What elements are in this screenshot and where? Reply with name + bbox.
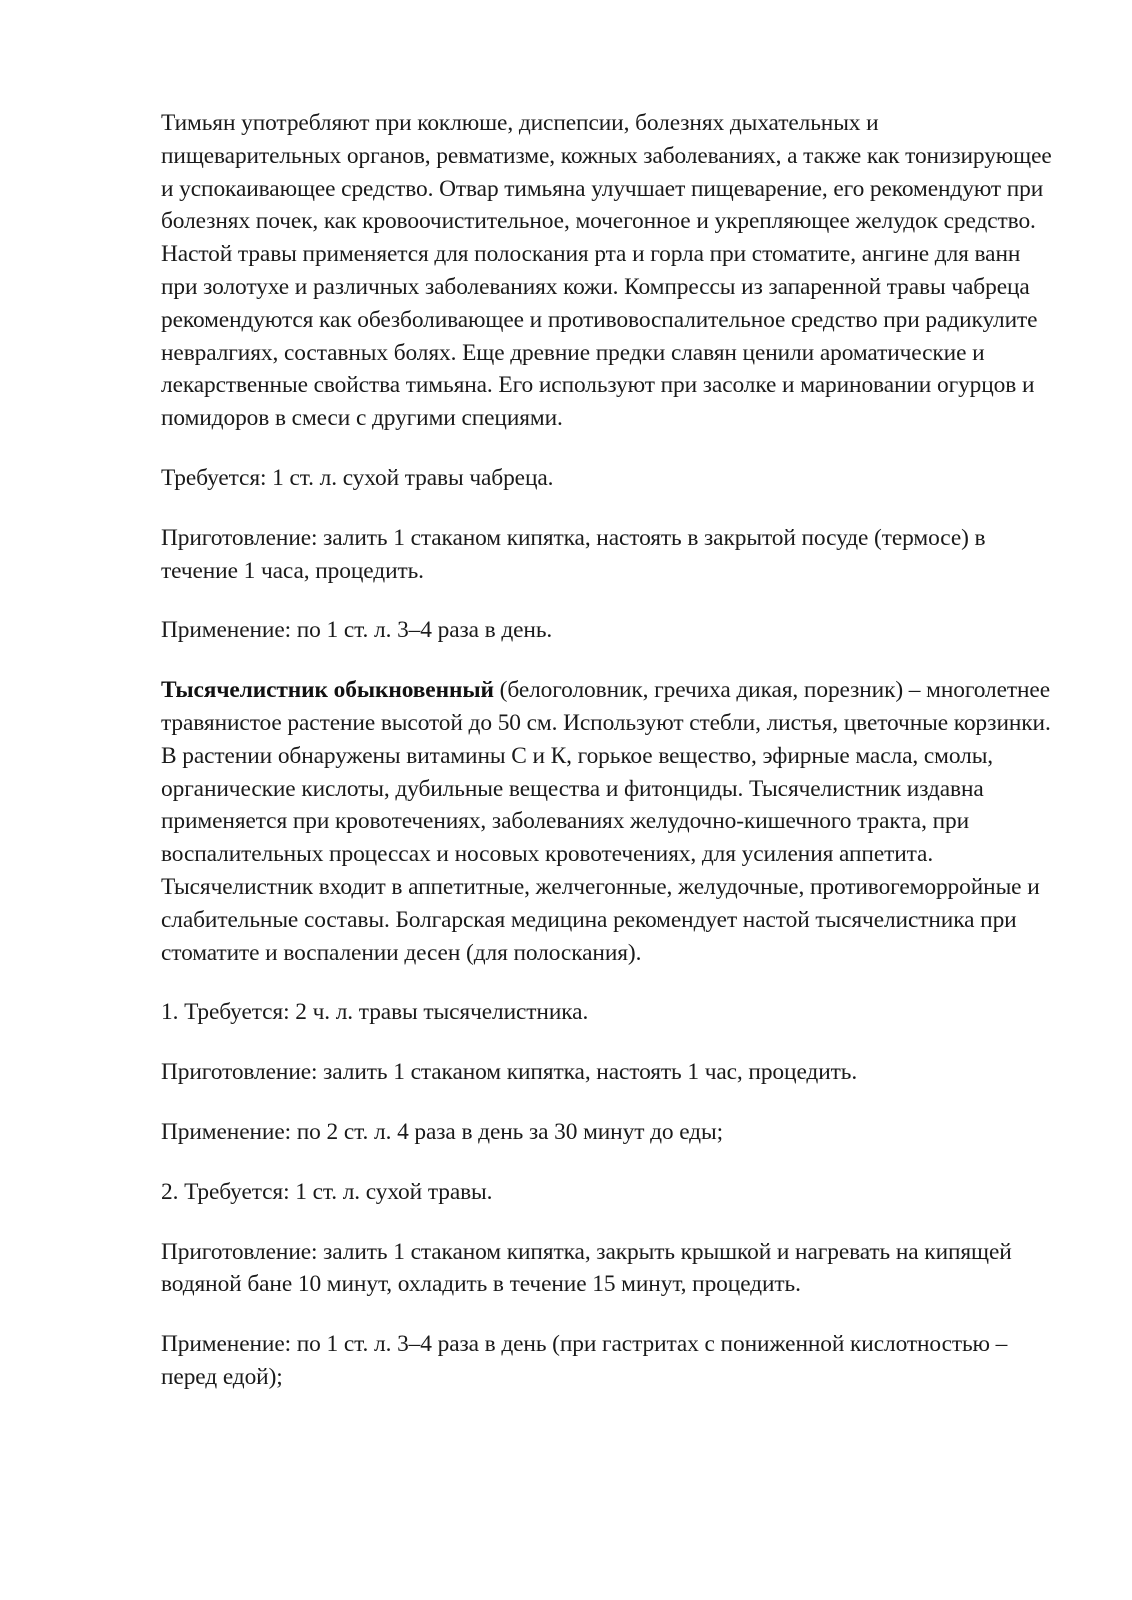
paragraph-recipe1-usage: Применение: по 2 ст. л. 4 раза в день за 30 минут до еды; bbox=[161, 1118, 724, 1145]
paragraph-recipe2-usage: Применение: по 1 ст. л. 3–4 раза в день (при гастритах с пониженной кислотностью – перед едой); bbox=[161, 1331, 1008, 1390]
paragraph-recipe1-preparation: Приготовление: залить 1 стаканом кипятка, настоять 1 час, процедить. bbox=[161, 1059, 858, 1086]
document-body bbox=[161, 107, 1061, 1421]
yarrow-title: Тысячелистник обыкновенный bbox=[161, 677, 494, 704]
paragraph-recipe2-preparation: Приготовление: залить 1 стаканом кипятка, закрыть крышкой и нагревать на кипящей водяной бане 10 минут, охладить в течение 15 минут, процедить. bbox=[161, 1238, 1012, 1298]
paragraph-thyme-preparation: Приготовление: залить 1 стаканом кипятка, настоять в закрытой посуде (термосе) в течение 1 часа, процедить. bbox=[161, 524, 986, 584]
paragraph-yarrow bbox=[161, 674, 1061, 969]
paragraph-thyme-usage: Применение: по 1 ст. л. 3–4 раза в день. bbox=[161, 617, 553, 644]
paragraph-recipe1-required: 1. Требуется: 2 ч. л. травы тысячелистника. bbox=[161, 999, 589, 1026]
paragraph-recipe2-required: 2. Требуется: 1 ст. л. сухой травы. bbox=[161, 1178, 493, 1205]
yarrow-description: (белоголовник, гречиха дикая, порезник) – многолетнее травянистое растение высотой до 50 см. Используют стебли, листья, цветочные корзинки. В растении обнаружены витамины С и К, горькое вещество, эфирные масла, смолы, органические кислоты, дубильные вещества и фитонциды. Тысячелистник издавна применяется при кровотечениях, заболеваниях желудочно-кишечного тракта, при воспалительных процессах и носовых кровотечениях, для усиления аппетита. Тысячелистник входит в аппетитные, желчегонные, желудочные, противогеморройные и слабительные составы. Болгарская медицина рекомендует настой тысячелистника при стоматите и воспалении десен (для полоскания). bbox=[161, 677, 1051, 966]
paragraph-thyme-required: Требуется: 1 ст. л. сухой травы чабреца. bbox=[161, 464, 554, 491]
paragraph-thyme-intro: Тимьян употребляют при коклюше, диспепсии, болезнях дыхательных и пищеварительных органов, ревматизме, кожных заболеваниях, а также как тонизирующее и успокаивающее средство. Отвар тимьяна улучшает пищеварение, его рекомендуют при болезнях почек, как кровоочистительное, мочегонное и укрепляющее желудок средство. Настой травы применяется для полоскания рта и горла при стоматите, ангине для ванн при золотухе и различных заболеваниях кожи. Компрессы из запаренной травы чабреца рекомендуются как обезболивающее и противовоспалительное средство при радикулите невралгиях, составных болях. Еще древние предки славян ценили ароматические и лекарственные свойства тимьяна. Его используют при засолке и мариновании огурцов и помидоров в смеси с другими специями. bbox=[161, 110, 1052, 432]
